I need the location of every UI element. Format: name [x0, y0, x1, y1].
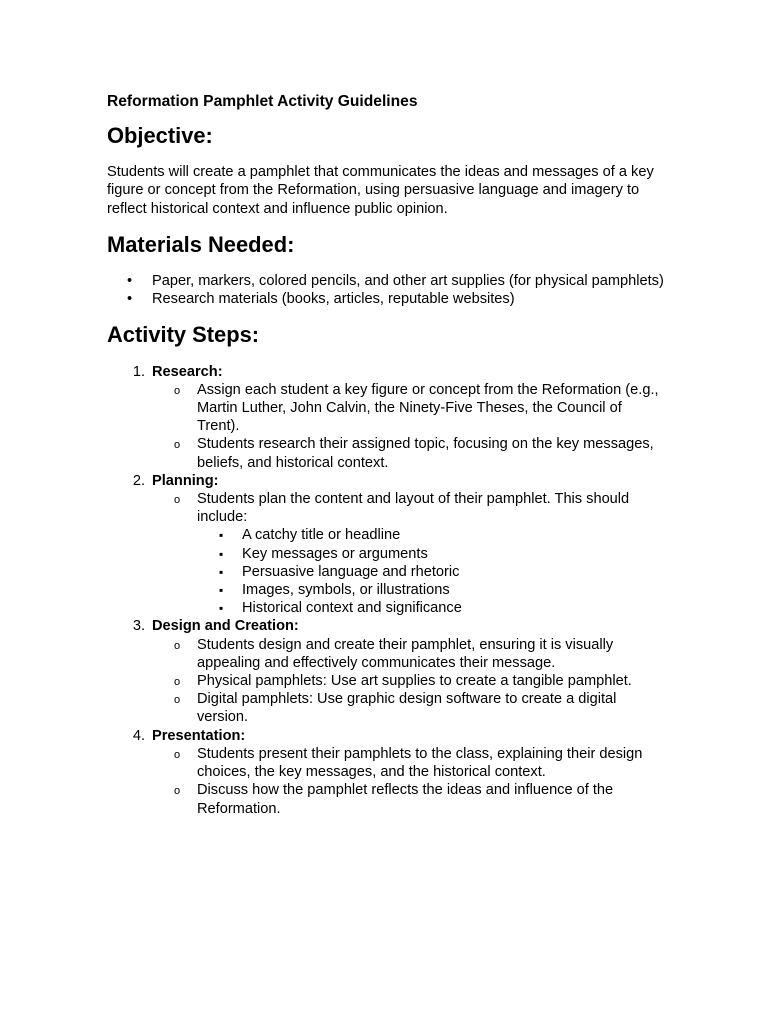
- sub-item: [152, 636, 667, 672]
- materials-heading: Materials Needed:: [107, 231, 295, 257]
- sub-list: [152, 381, 667, 472]
- square-item-text: Images, symbols, or illustrations: [242, 582, 450, 599]
- sub-bullet-marker: o: [174, 384, 181, 397]
- square-item-text: A catchy title or headline: [242, 527, 401, 544]
- square-item-text: Key messages or arguments: [242, 545, 428, 562]
- sub-bullet-marker: o: [174, 748, 181, 761]
- document-body: [107, 92, 667, 818]
- step-number: 4.: [132, 727, 145, 744]
- step-number: 2.: [132, 472, 145, 489]
- sub-item: [152, 781, 667, 817]
- step-number: 3.: [132, 618, 145, 635]
- list-item-text: Research materials (books, articles, reputable websites): [152, 291, 515, 308]
- sub-bullet-marker: o: [174, 694, 181, 707]
- step-item: [107, 472, 667, 618]
- sub-list: [152, 636, 667, 727]
- step-number: 1.: [132, 363, 145, 380]
- sub-item-text: Students design and create their pamphlet, ensuring it is visually appealing and effectively communicates their message.: [197, 636, 614, 671]
- square-item: [197, 545, 667, 563]
- square-item-text: Historical context and significance: [242, 600, 462, 617]
- square-item: [197, 599, 667, 617]
- square-item-text: Persuasive language and rhetoric: [242, 563, 460, 580]
- sub-item: [152, 690, 667, 726]
- bullet-marker: •: [127, 291, 133, 308]
- sub-item-text: Students present their pamphlets to the class, explaining their design choices, the key messages, and the historical context.: [197, 745, 643, 781]
- sub-item: [152, 745, 667, 781]
- document-title: Reformation Pamphlet Activity Guidelines: [107, 93, 418, 110]
- materials-list: [107, 272, 667, 308]
- sub-bullet-marker: o: [174, 494, 181, 507]
- square-bullet-marker: ▪: [219, 601, 224, 616]
- sub-item-text: Students research their assigned topic, focusing on the key messages, beliefs, and historical context.: [197, 436, 654, 471]
- activity-steps-list: [107, 363, 667, 818]
- list-item-text: Paper, markers, colored pencils, and other art supplies (for physical pamphlets): [152, 273, 664, 290]
- sub-item-text: Students plan the content and layout of their pamphlet. This should include:: [197, 491, 630, 526]
- activity-steps-heading: Activity Steps:: [107, 322, 260, 348]
- square-item: [197, 581, 667, 599]
- step-title: Planning:: [152, 472, 219, 489]
- sub-item: [152, 672, 667, 690]
- list-item: [107, 290, 667, 308]
- sub-item-text: Physical pamphlets: Use art supplies to create a tangible pamphlet.: [197, 673, 632, 690]
- square-item: [197, 563, 667, 581]
- sub-item: [152, 490, 667, 617]
- sub-item-text: Discuss how the pamphlet reflects the ideas and influence of the Reformation.: [197, 782, 614, 817]
- square-item: [197, 526, 667, 544]
- step-title: Presentation:: [152, 727, 246, 744]
- sub-bullet-marker: o: [174, 676, 181, 689]
- square-bullet-marker: ▪: [219, 564, 224, 579]
- sub-item-text: Digital pamphlets: Use graphic design software to create a digital version.: [197, 691, 617, 726]
- objective-text: Students will create a pamphlet that communicates the ideas and messages of a key figure or concept from the Reformation, using persuasive language and imagery to reflect historical context and influence public opinion.: [107, 164, 654, 217]
- sub-bullet-marker: o: [174, 785, 181, 798]
- sub-item: [152, 435, 667, 471]
- sub-bullet-marker: o: [174, 439, 181, 452]
- objective-heading: Objective:: [107, 123, 213, 148]
- square-bullet-marker: ▪: [219, 528, 224, 543]
- bullet-marker: •: [127, 273, 133, 290]
- sub-list: [152, 490, 667, 617]
- square-bullet-marker: ▪: [219, 546, 224, 561]
- square-bullet-list: [197, 526, 667, 617]
- step-item: [107, 727, 667, 818]
- step-item: [107, 363, 667, 472]
- list-item: [107, 272, 667, 290]
- sub-item-text: Assign each student a key figure or concept from the Reformation (e.g., Martin Luther, John Calvin, the Ninety-Five Theses, the Council of Trent).: [197, 381, 659, 435]
- step-title: Design and Creation:: [152, 618, 299, 635]
- sub-bullet-marker: o: [174, 639, 181, 652]
- square-bullet-marker: ▪: [219, 583, 224, 598]
- sub-list: [152, 745, 667, 818]
- step-title: Research:: [152, 363, 223, 380]
- step-item: [107, 617, 667, 726]
- sub-item: [152, 381, 667, 436]
